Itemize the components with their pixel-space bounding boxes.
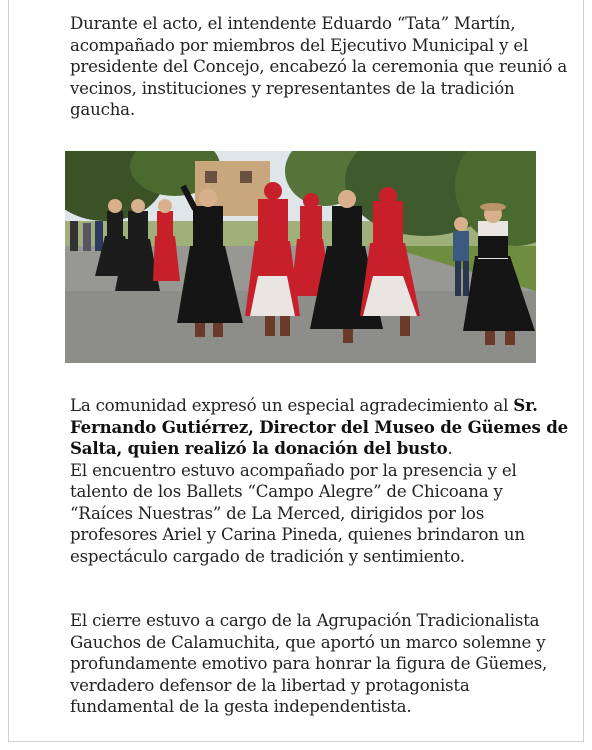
paragraph-thanks-intro: La comunidad expresó un especial agradecimiento al xyxy=(70,396,514,415)
paragraph-closing: El cierre estuvo a cargo de la Agrupación Tradicionalista Gauchos de Calamuchita, que aportó un marco solemne y profundamente emotivo para honrar la figura de Güemes, verdadero defensor de la libertad y protagonista fundamental de la gesta independentista. xyxy=(70,611,548,716)
paragraph-ceremony: Durante el acto, el intendente Eduardo “Tata” Martín, acompañado por miembros del Ejecutivo Municipal y el presidente del Concejo, encabezó la ceremonia que reunió a vecinos, instituciones y representantes de la tradición gaucha. xyxy=(70,14,568,119)
paragraph-thanks-bold: Sr. Fernando Gutiérrez, Director del Museo de Güemes de Salta, quien realizó la donación del busto xyxy=(70,395,568,458)
paragraph-thanks-period: . xyxy=(447,439,453,458)
paragraph-ballets: El encuentro estuvo acompañado por la presencia y el talento de los Ballets “Campo Alegre” de Chicoana y “Raíces Nuestras” de La Merced, dirigidos por los profesores Ariel y Carina Pineda, quienes brindaron un espectáculo cargado de tradición y sentimiento. xyxy=(70,460,525,566)
paragraph-thanks xyxy=(70,395,570,567)
dance-photo xyxy=(65,151,536,363)
dancers-illustration xyxy=(65,151,536,363)
